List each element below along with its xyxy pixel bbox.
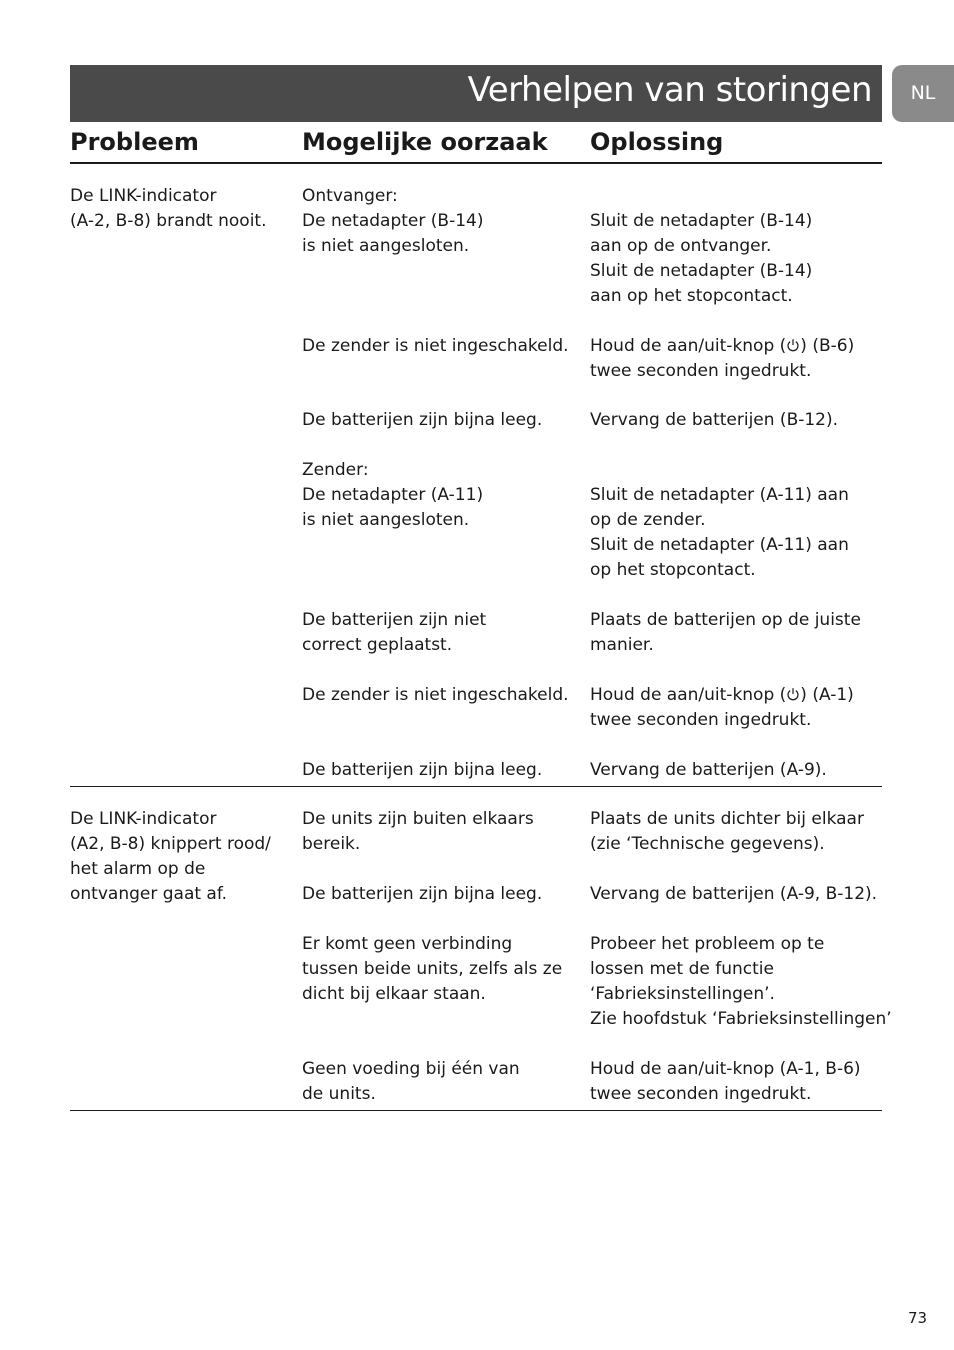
page-number: 73	[908, 1309, 928, 1327]
section1-solution-3: Vervang de batterijen (B-12).	[590, 410, 839, 430]
solution-text: twee seconden ingedrukt.	[590, 361, 812, 381]
solution-text: ) (B-6)	[800, 336, 855, 356]
language-tab: NL	[892, 65, 954, 122]
section1-solution-1: Sluit de netadapter (B-14) aan op de ontvanger. Sluit de netadapter (B-14) aan op het stopcontact.	[590, 211, 813, 306]
section1-cause-4: Zender: De netadapter (A-11) is niet aangesloten.	[302, 460, 484, 530]
title-bar	[70, 65, 882, 122]
section2-solution-1: Plaats de units dichter bij elkaar (zie ‘Technische gegevens).	[590, 809, 864, 854]
page-title: Verhelpen van storingen	[467, 70, 872, 110]
section1-cause-2: De zender is niet ingeschakeld.	[302, 336, 569, 356]
section2-cause-4: Geen voeding bij één van de units.	[302, 1059, 520, 1104]
section1-cause-6: De zender is niet ingeschakeld.	[302, 685, 569, 705]
solution-text: ) (A-1)	[800, 685, 854, 705]
power-icon	[786, 338, 800, 352]
solution-text: Houd de aan/uit-knop (	[590, 336, 787, 356]
section2-solution-4: Houd de aan/uit-knop (A-1, B-6) twee seconden ingedrukt.	[590, 1059, 861, 1104]
solution-text: Houd de aan/uit-knop (	[590, 685, 787, 705]
section1-solution-2	[590, 334, 854, 384]
column-header-cause: Mogelijke oorzaak	[302, 128, 548, 156]
section1-solution-4: Sluit de netadapter (A-11) aan op de zender. Sluit de netadapter (A-11) aan op het stopcontact.	[590, 485, 849, 580]
column-header-solution: Oplossing	[590, 128, 724, 156]
section2-problem: De LINK-indicator (A2, B-8) knippert rood/ het alarm op de ontvanger gaat af.	[70, 809, 271, 904]
section2-cause-2: De batterijen zijn bijna leeg.	[302, 884, 543, 904]
section1-cause-5: De batterijen zijn niet correct geplaatst.	[302, 610, 487, 655]
section1-solution-5: Plaats de batterijen op de juiste manier.	[590, 610, 861, 655]
section2-solution-2: Vervang de batterijen (A-9, B-12).	[590, 884, 878, 904]
section2-cause-3: Er komt geen verbinding tussen beide units, zelfs als ze dicht bij elkaar staan.	[302, 934, 563, 1004]
section2-solution-3: Probeer het probleem op te lossen met de functie ‘Fabrieksinstellingen’. Zie hoofdstuk ‘Fabrieksinstellingen’	[590, 934, 892, 1029]
section1-solution-7: Vervang de batterijen (A-9).	[590, 760, 827, 780]
section1-cause-3: De batterijen zijn bijna leeg.	[302, 410, 543, 430]
solution-text: twee seconden ingedrukt.	[590, 710, 812, 730]
table-bottom-rule	[70, 1110, 882, 1111]
section-divider	[70, 786, 882, 787]
header-rule	[70, 162, 882, 164]
column-header-problem: Probleem	[70, 128, 199, 156]
section1-problem: De LINK-indicator (A-2, B-8) brandt nooit.	[70, 186, 267, 231]
power-icon	[786, 687, 800, 701]
section1-solution-6	[590, 683, 854, 733]
section1-cause-1: Ontvanger: De netadapter (B-14) is niet aangesloten.	[302, 186, 484, 256]
section2-cause-1: De units zijn buiten elkaars bereik.	[302, 809, 534, 854]
section1-cause-7: De batterijen zijn bijna leeg.	[302, 760, 543, 780]
